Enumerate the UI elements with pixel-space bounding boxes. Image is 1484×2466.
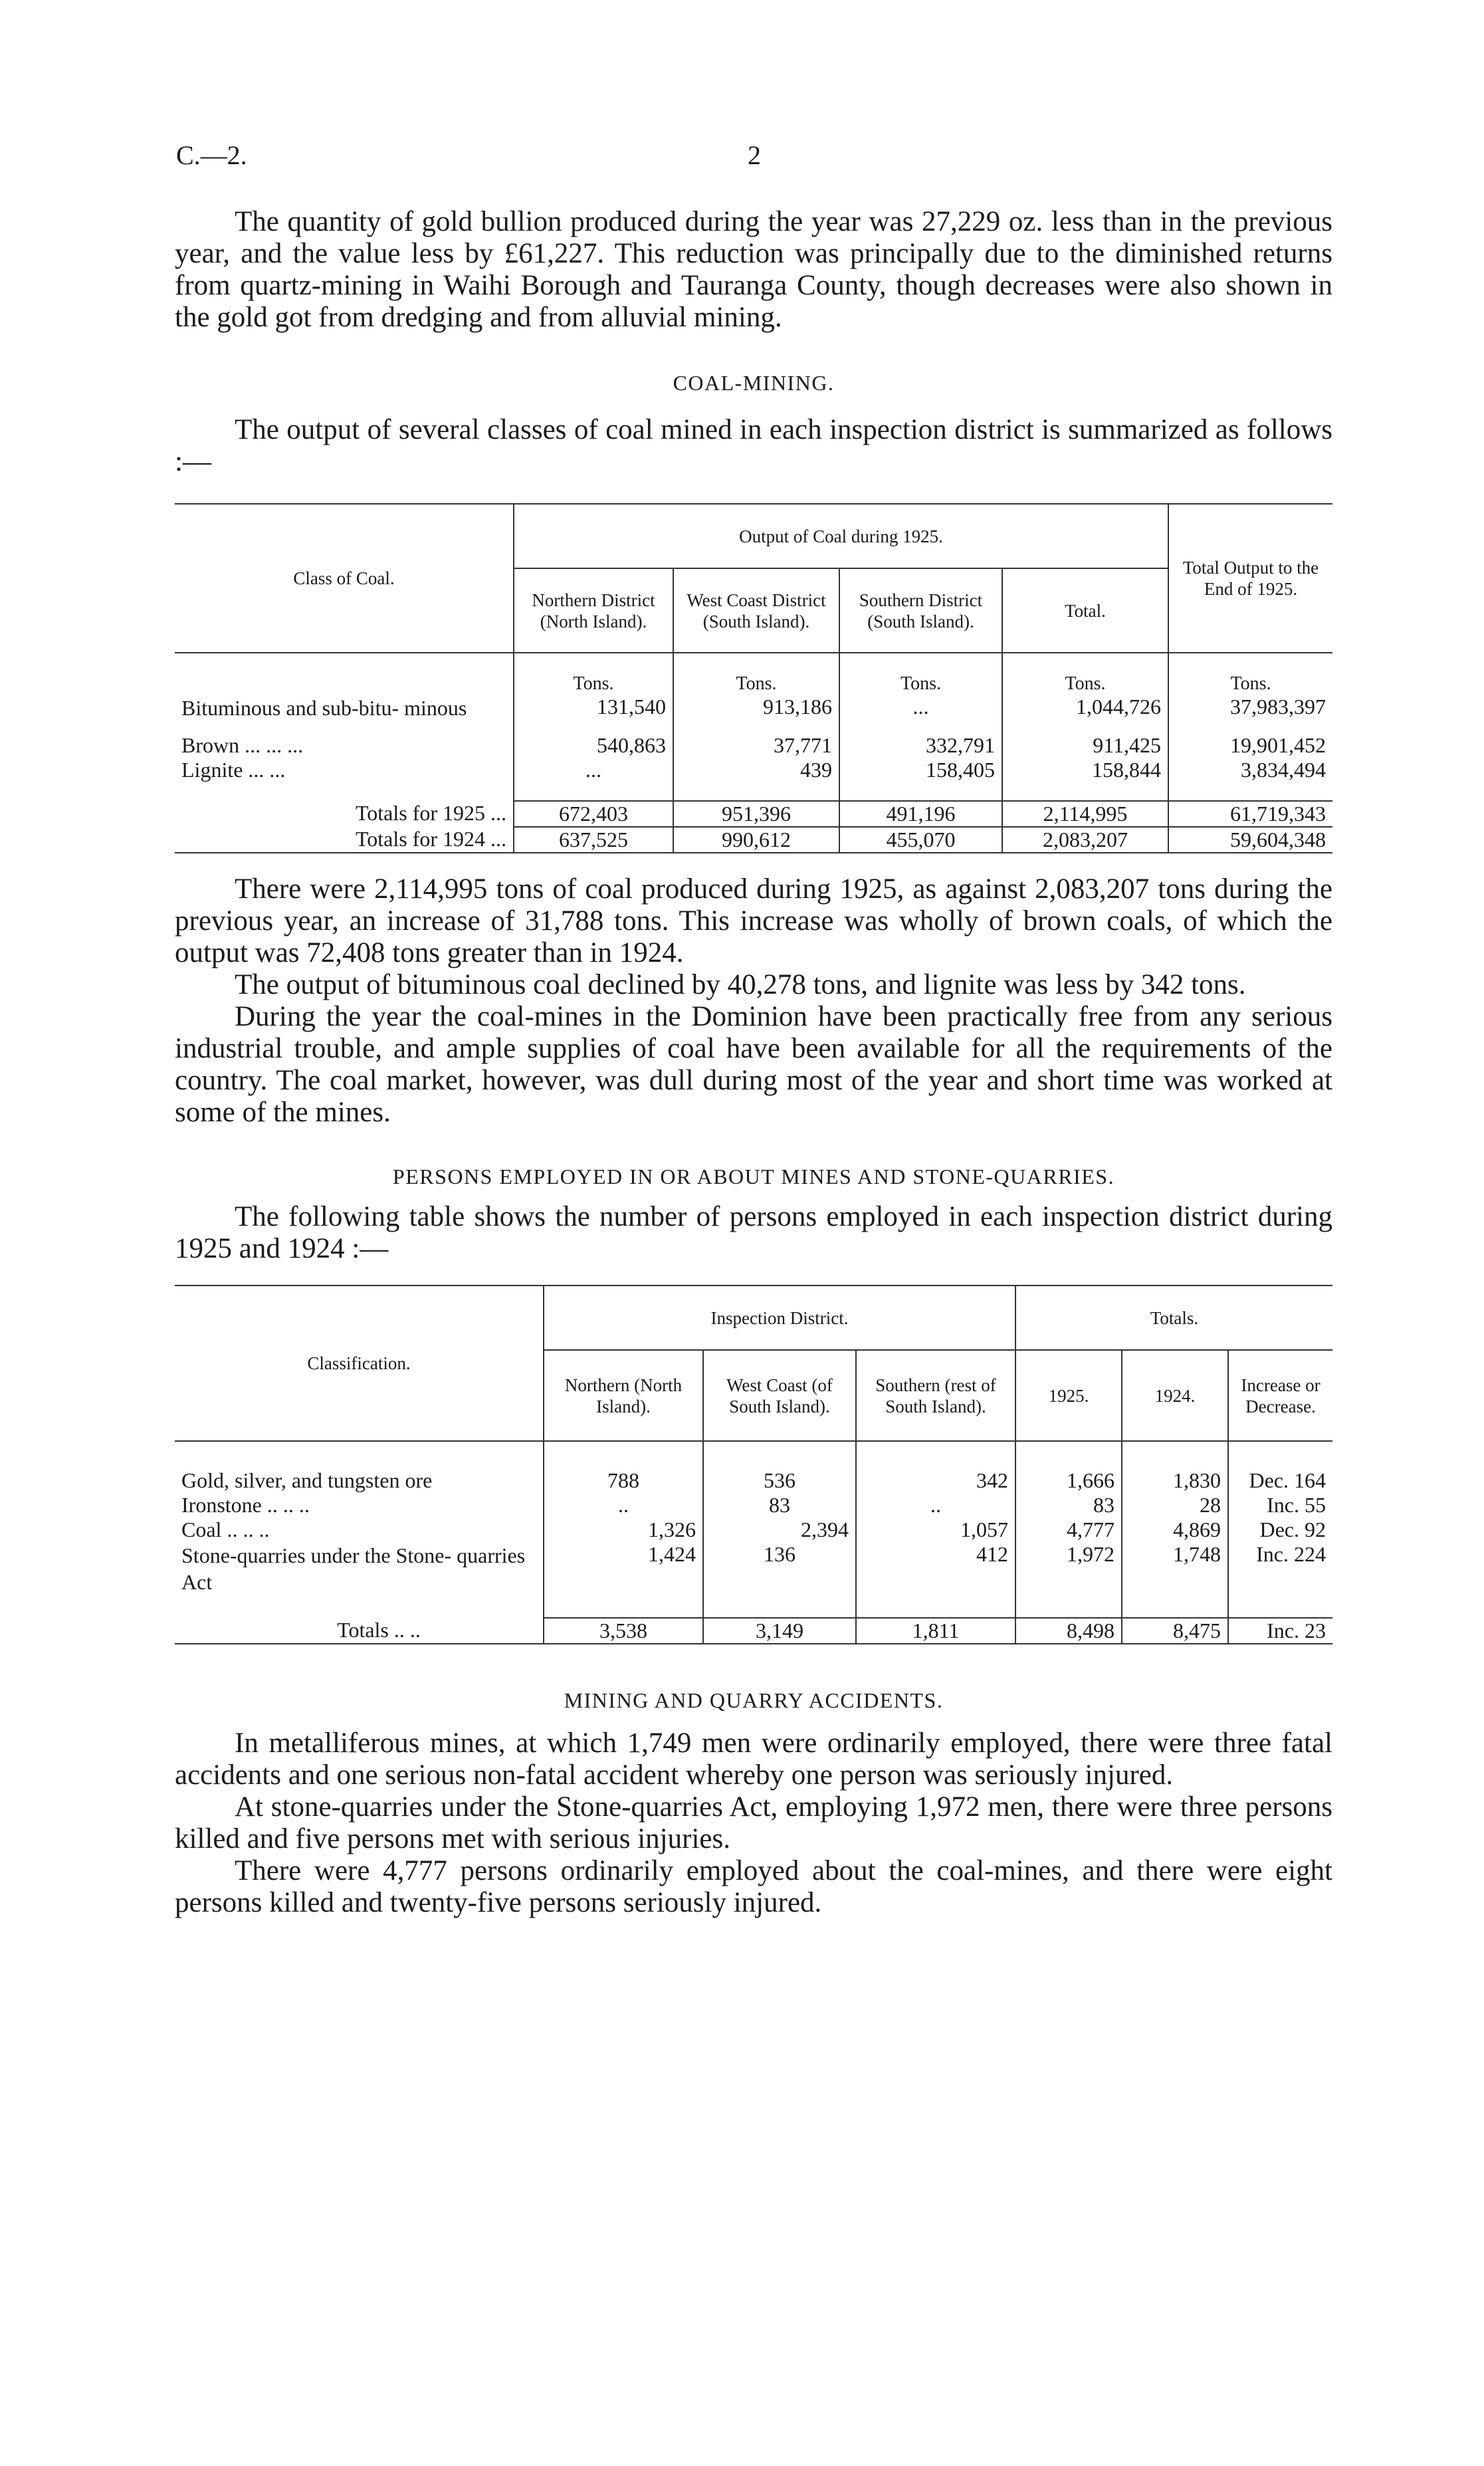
total-output-header: Total Output to the End of 1925. [1168,504,1332,653]
cell-change: Dec. 92 [1228,1517,1332,1542]
cell-northern: 1,326 [544,1517,703,1542]
persons-intro-paragraph: The following table shows the number of persons employed in each inspection district during 1925 and 1924 :— [175,1201,1332,1264]
coal-mining-heading: COAL-MINING. [673,371,835,395]
accidents-paragraph-2: At stone-quarries under the Stone-quarries Act, employing 1,972 men, there were three persons killed and five persons met with serious injuries. [175,1791,1332,1854]
table-row [175,758,1332,801]
cell-1925: 8,498 [1015,1618,1122,1643]
row-label: Lignite ... ... [181,758,286,782]
totals-1924-row [175,827,1332,852]
cell-northern: 3,538 [544,1618,703,1643]
inspection-district-group-header: Inspection District. [544,1286,1015,1350]
year-1924-header: 1924. [1122,1350,1228,1441]
cell-1924: 8,475 [1122,1618,1228,1643]
unit-label: Tons. [1168,653,1332,695]
cell-northern: .. [544,1493,703,1517]
table-row [175,1493,1332,1517]
cell-northern: 637,525 [514,827,673,852]
coal-paragraph-1: There were 2,114,995 tons of coal produced during 1925, as against 2,083,207 tons during the previous year, an increase of 31,788 tons. This increase was wholly of brown coals, of which the output was 72,408 tons greater than in 1924. [175,873,1332,968]
table-row [175,695,1332,721]
year-1925-header: 1925. [1015,1350,1122,1441]
cell-total-output: 61,719,343 [1168,801,1332,827]
cell-1925: 1,972 [1015,1542,1122,1618]
cell-southern: 1,811 [856,1618,1015,1643]
cell-1924: 1,830 [1122,1441,1228,1493]
cell-total: 911,425 [1002,721,1168,758]
totals-row [175,1618,1332,1643]
unit-label: Tons. [1002,653,1168,695]
cell-1924: 4,869 [1122,1517,1228,1542]
page-number: 2 [748,140,761,170]
coal-output-table [175,503,1332,852]
table-row [175,1542,1332,1618]
cell-1925: 83 [1015,1493,1122,1517]
persons-employed-table [175,1285,1332,1643]
totals-group-header: Totals. [1015,1286,1332,1350]
coal-paragraph-3: During the year the coal-mines in the Dominion have been practically free from any serious industrial trouble, and ample supplies of coal have been available for all the requirements of the country. The coal market, however, was dull during most of the year and short time was worked at some of the mines. [175,1001,1332,1128]
table-row [175,1517,1332,1542]
cell-total: 1,044,726 [1002,695,1168,721]
cell-1925: 1,666 [1015,1441,1122,1493]
table-row [175,721,1332,758]
row-label: Bituminous and sub-bitu- minous [181,696,467,720]
coal-paragraph-2: The output of bituminous coal declined by 40,278 tons, and lignite was less by 342 tons. [235,969,1246,1000]
cell-northern: 788 [544,1441,703,1493]
row-label: Brown ... ... ... [181,733,304,757]
cell-total-output: 3,834,494 [1168,758,1332,801]
class-of-coal-header: Class of Coal. [175,504,514,653]
cell-southern: 412 [856,1542,1015,1618]
unit-label: Tons. [673,653,839,695]
cell-northern: 540,863 [514,721,673,758]
cell-1924: 1,748 [1122,1542,1228,1618]
totals-1925-row [175,801,1332,827]
cell-1925: 4,777 [1015,1517,1122,1542]
cell-total: 158,844 [1002,758,1168,801]
cell-change: Inc. 55 [1228,1493,1332,1517]
southern-header: Southern (rest of South Island). [856,1350,1015,1441]
row-label: Totals .. .. [337,1618,421,1642]
row-label: Stone-quarries under the Stone- quarries Act [181,1543,526,1594]
persons-employed-heading: PERSONS EMPLOYED IN OR ABOUT MINES AND STONE-QUARRIES. [392,1165,1115,1188]
west-coast-district-header: West Coast District (South Island). [673,568,839,653]
page-header [176,140,1332,179]
output-1925-group-header: Output of Coal during 1925. [514,504,1168,568]
cell-change: Inc. 224 [1228,1542,1332,1618]
table-row [175,1441,1332,1493]
cell-northern: ... [514,758,673,801]
cell-1924: 28 [1122,1493,1228,1517]
row-label: Coal .. .. .. [181,1517,270,1541]
northern-district-header: Northern District (North Island). [514,568,673,653]
row-label: Gold, silver, and tungsten ore [181,1468,433,1492]
cell-westcoast: 3,149 [703,1618,856,1643]
cell-southern: 158,405 [839,758,1002,801]
cell-total: 2,114,995 [1002,801,1168,827]
cell-change: Inc. 23 [1228,1618,1332,1643]
cell-southern: .. [856,1493,1015,1517]
total-header: Total. [1002,568,1168,653]
cell-westcoast: 439 [673,758,839,801]
document-reference: C.—2. [176,140,247,170]
accidents-heading: MINING AND QUARRY ACCIDENTS. [564,1688,944,1712]
unit-label: Tons. [514,653,673,695]
cell-southern: 342 [856,1441,1015,1493]
accidents-paragraph-3: There were 4,777 persons ordinarily employed about the coal-mines, and there were eight persons killed and twenty-five persons seriously injured. [175,1855,1332,1918]
cell-westcoast: 136 [703,1542,856,1618]
coal-intro-paragraph: The output of several classes of coal mined in each inspection district is summarized as follows :— [175,414,1332,477]
coal-output-table-wrapper [175,503,1332,853]
cell-total-output: 37,983,397 [1168,695,1332,721]
cell-northern: 131,540 [514,695,673,721]
cell-southern: ... [839,695,1002,721]
page-content [175,206,1332,1919]
cell-total-output: 19,901,452 [1168,721,1332,758]
cell-westcoast: 990,612 [673,827,839,852]
southern-district-header: Southern District (South Island). [839,568,1002,653]
accidents-paragraph-1: In metalliferous mines, at which 1,749 men were ordinarily employed, there were three fatal accidents and one serious non-fatal accident whereby one person was seriously injured. [175,1728,1332,1791]
west-coast-header: West Coast (of South Island). [703,1350,856,1441]
cell-southern: 332,791 [839,721,1002,758]
cell-westcoast: 37,771 [673,721,839,758]
intro-paragraph: The quantity of gold bullion produced during the year was 27,229 oz. less than in the previous year, and the value less by £61,227. This reduction was principally due to the diminished returns from quartz-mining in Waihi Borough and Tauranga County, though decreases were also shown in the gold got from dredging and from alluvial mining. [175,206,1332,333]
cell-southern: 1,057 [856,1517,1015,1542]
persons-employed-table-wrapper [175,1285,1332,1644]
increase-decrease-header: Increase or Decrease. [1228,1350,1332,1441]
row-label: Totals for 1925 ... [355,801,506,825]
northern-header: Northern (North Island). [544,1350,703,1441]
cell-northern: 1,424 [544,1542,703,1618]
cell-change: Dec. 164 [1228,1441,1332,1493]
cell-westcoast: 951,396 [673,801,839,827]
cell-westcoast: 536 [703,1441,856,1493]
cell-westcoast: 913,186 [673,695,839,721]
cell-southern: 491,196 [839,801,1002,827]
classification-header: Classification. [175,1286,544,1441]
cell-southern: 455,070 [839,827,1002,852]
row-label: Ironstone .. .. .. [181,1493,310,1517]
cell-northern: 672,403 [514,801,673,827]
cell-total: 2,083,207 [1002,827,1168,852]
cell-total-output: 59,604,348 [1168,827,1332,852]
unit-label: Tons. [839,653,1002,695]
row-label: Totals for 1924 ... [355,827,506,851]
cell-westcoast: 83 [703,1493,856,1517]
cell-westcoast: 2,394 [703,1517,856,1542]
